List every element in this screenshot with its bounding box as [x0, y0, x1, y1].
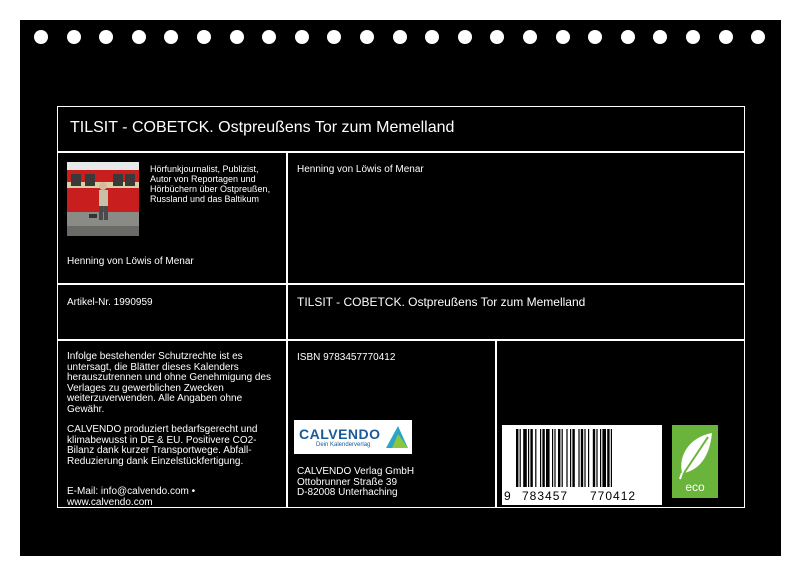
author-photo	[67, 162, 139, 236]
bio-line: Autor von Reportagen und	[150, 174, 256, 184]
rights-line: Infolge bestehender Schutzrechte ist es	[67, 351, 243, 362]
author-name: Henning von Löwis of Menar	[67, 256, 194, 267]
binding-hole	[360, 30, 374, 44]
isbn: ISBN 9783457770412	[297, 352, 396, 363]
binding-hole	[34, 30, 48, 44]
eco-label: eco	[685, 480, 705, 494]
bio-line: Hörbüchern über Ostpreußen,	[150, 184, 271, 194]
divider	[495, 339, 497, 507]
climate-line: klimabewusst in DE & EU. Positivere CO2-	[67, 434, 257, 446]
binding-hole	[197, 30, 211, 44]
divider	[58, 339, 744, 341]
barcode-digits-left: 783457	[522, 489, 569, 503]
divider	[286, 151, 288, 507]
rights-line: Verlages zu gewerblichen Zwecken	[67, 382, 224, 394]
calendar-title: TILSIT - COBETCK. Ostpreußens Tor zum Memelland	[70, 119, 455, 136]
barcode-digits-right: 770412	[590, 489, 637, 503]
publisher-address	[297, 467, 414, 499]
binding-hole	[490, 30, 504, 44]
binding-hole	[327, 30, 341, 44]
calendar-back-sheet	[20, 20, 781, 556]
rights-line: untersagt, die Blätter dieses Kalenders	[67, 361, 239, 373]
contact-line[interactable]: E-Mail: info@calvendo.com •	[67, 486, 196, 497]
contact-line[interactable]: www.calvendo.com	[67, 496, 153, 508]
binding-hole	[523, 30, 537, 44]
binding-hole	[588, 30, 602, 44]
calvendo-logo	[294, 420, 412, 454]
binding-hole	[751, 30, 765, 44]
binding-hole	[719, 30, 733, 44]
binding-hole	[653, 30, 667, 44]
rights-line: weiterzuverwenden. Alle Angaben ohne	[67, 393, 243, 404]
binding-hole	[164, 30, 178, 44]
climate-line: Reduzierung dank Einzelstückfertigung.	[67, 455, 244, 467]
binding-hole	[67, 30, 81, 44]
logo-wordmark: CALVENDO	[299, 426, 381, 442]
rights-line: herauszutrennen und ohne Genehmigung des	[67, 372, 272, 383]
binding-hole	[458, 30, 472, 44]
article-title: TILSIT - COBETCK. Ostpreußens Tor zum Memelland	[297, 295, 586, 309]
eco-badge	[672, 425, 718, 498]
rights-line: Gewähr.	[67, 403, 105, 415]
binding-hole	[621, 30, 635, 44]
logo-tagline: Dein Kalenderverlag	[316, 442, 371, 448]
binding-hole	[132, 30, 146, 44]
binding-holes	[20, 20, 781, 58]
isbn-barcode	[502, 425, 662, 505]
binding-hole	[686, 30, 700, 44]
binding-hole	[425, 30, 439, 44]
binding-hole	[99, 30, 113, 44]
climate-line: CALVENDO produziert bedarfsgerecht und	[67, 424, 258, 435]
article-number: Artikel-Nr. 1990959	[67, 297, 153, 308]
climate-notice	[67, 425, 281, 467]
binding-hole	[262, 30, 276, 44]
binding-hole	[556, 30, 570, 44]
bio-line: Hörfunkjournalist, Publizist,	[150, 164, 259, 174]
logo-mark-icon	[384, 424, 410, 450]
climate-line: Bilanz dank kurzer Transportwege. Abfall-	[67, 445, 252, 456]
binding-hole	[295, 30, 309, 44]
barcode-digit-lead: 9	[504, 489, 511, 503]
address-line: D-82008 Unterhaching	[297, 487, 398, 498]
binding-hole	[393, 30, 407, 44]
divider	[58, 283, 744, 285]
author-bio	[150, 164, 280, 204]
bio-line: Russland und das Baltikum	[150, 194, 260, 204]
rights-notice	[67, 352, 281, 415]
address-line: CALVENDO Verlag GmbH	[297, 466, 415, 477]
author-name-right: Henning von Löwis of Menar	[297, 164, 424, 175]
address-line: Ottobrunner Straße 39	[297, 476, 398, 488]
binding-hole	[230, 30, 244, 44]
contact-info	[67, 487, 281, 508]
divider	[58, 151, 744, 153]
